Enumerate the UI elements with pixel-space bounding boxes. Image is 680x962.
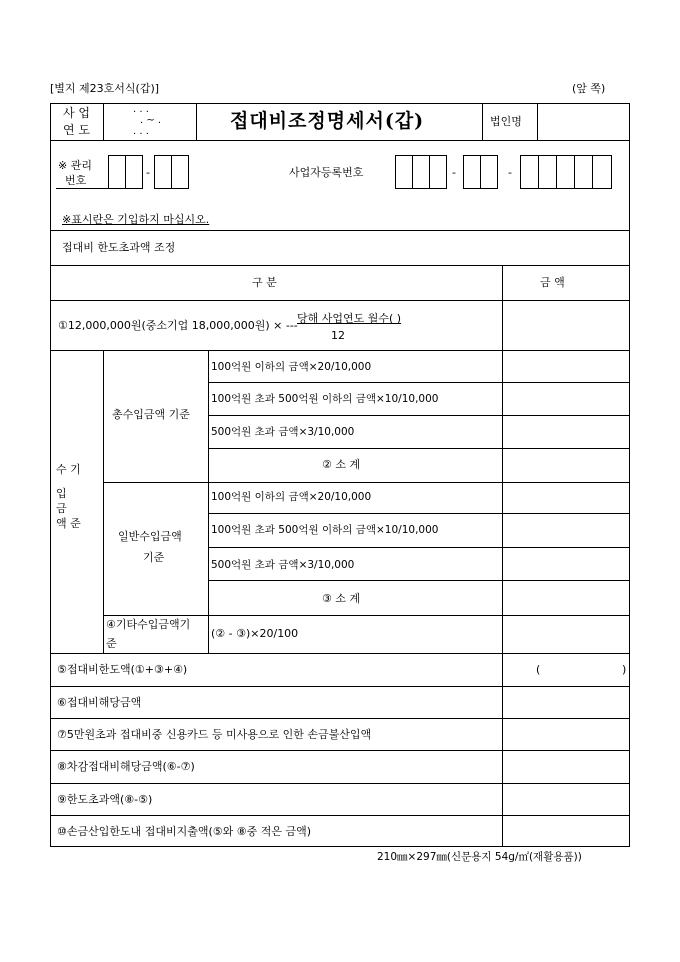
business-year-tilde: . ~ . [140,115,162,126]
category-column-header: 구 분 [252,276,277,289]
paper-spec-footer: 210㎜×297㎜(신문용지 54g/㎡(재활용품)) [377,851,582,863]
other-revenue-basis-label-line1: ④기타수입금액기 [106,618,191,631]
net-entertainment-expense-label: ⑧차감접대비해당금액(⑥-⑦) [57,760,195,773]
deductible-expense-label: ⑩손금산입한도내 접대비지출액(⑤와 ⑧중 적은 금액) [57,825,312,838]
other-revenue-basis-label-line2: 준 [106,637,117,650]
entertainment-limit-label: ⑤접대비한도액(①+③+④) [57,663,188,676]
basic-limit-numerator: 당해 사업연도 월수( ) [297,312,402,325]
official-use-note: ※표시란은 기입하지 마십시오. [62,213,210,226]
management-number-cell[interactable] [171,155,189,189]
business-registration-cell[interactable] [395,155,413,189]
management-number-cell[interactable] [125,155,143,189]
general-subtotal-label: ③ 소 계 [322,592,361,605]
general-rate-10b-to-50b: 100억원 초과 500억원 이하의 금액×10/10,000 [211,524,439,536]
business-registration-cell[interactable] [463,155,481,189]
page-side-label: (앞 쪽) [572,82,606,95]
management-number-dash: - [146,166,150,179]
management-number-label-line1: ※ 관리 [58,159,92,172]
section-title: 접대비 한도초과액 조정 [62,241,176,254]
general-rate-over-50b: 500억원 초과 금액×3/10,000 [211,559,355,571]
general-revenue-basis-label-line2: 기준 [143,551,165,564]
business-year-label-line1: 사 업 [63,106,90,120]
total-rate-10b-to-50b: 100억원 초과 500억원 이하의 금액×10/10,000 [211,393,439,405]
form-id-label: [별지 제23호서식(갑)] [50,82,160,95]
business-registration-cell[interactable] [538,155,557,189]
business-registration-dash: - [508,166,512,179]
management-number-cell[interactable] [154,155,172,189]
total-revenue-basis-label: 총수입금액 기준 [112,408,190,421]
management-number-label-line2: 번호 [65,174,87,187]
revenue-basis-label-line3: 금 [56,502,67,515]
business-registration-cell[interactable] [556,155,575,189]
total-rate-over-50b: 500억원 초과 금액×3/10,000 [211,426,355,438]
management-number-cell[interactable] [108,155,126,189]
limit-excess-label: ⑨한도초과액(⑧-⑤) [57,793,153,806]
business-registration-cell[interactable] [574,155,593,189]
basic-limit-denominator: 12 [331,329,345,342]
revenue-basis-label-line4: 액 준 [56,517,81,530]
general-revenue-basis-label-line1: 일반수입금액 [118,530,182,543]
entertainment-limit-paren-close: ) [622,663,627,676]
document-title: 접대비조정명세서(갑) [230,110,425,132]
revenue-basis-label-line1: 수 기 [56,463,81,476]
corporation-name-label: 법인명 [490,115,522,128]
total-subtotal-label: ② 소 계 [322,458,361,471]
total-rate-under-10b: 100억원 이하의 금액×20/10,000 [211,361,372,373]
entertainment-limit-paren-open: ( [536,663,541,676]
basic-limit-formula: ①12,000,000원(중소기업 18,000,000원) × --- [58,319,298,332]
non-card-excess-label: ⑦5만원초과 접대비중 신용카드 등 미사용으로 인한 손금불산입액 [57,728,372,741]
business-year-end-field[interactable]: . . . [133,126,149,137]
amount-column-header: 금 액 [540,276,565,289]
business-registration-dash: - [452,166,456,179]
business-registration-label: 사업자등록번호 [289,166,364,179]
basic-limit-amount-field[interactable] [503,301,629,349]
other-revenue-formula: (② - ③)×20/100 [211,627,299,640]
business-year-label-line2: 연 도 [63,123,90,137]
business-registration-cell[interactable] [480,155,498,189]
business-registration-cell[interactable] [429,155,447,189]
business-year-start-field[interactable]: . . . [133,104,149,115]
business-registration-cell[interactable] [520,155,539,189]
business-registration-cell[interactable] [592,155,612,189]
revenue-basis-label-line2: 입 [56,487,67,500]
entertainment-expense-label: ⑥접대비해당금액 [57,696,142,709]
business-registration-cell[interactable] [412,155,430,189]
general-rate-under-10b: 100억원 이하의 금액×20/10,000 [211,491,372,503]
